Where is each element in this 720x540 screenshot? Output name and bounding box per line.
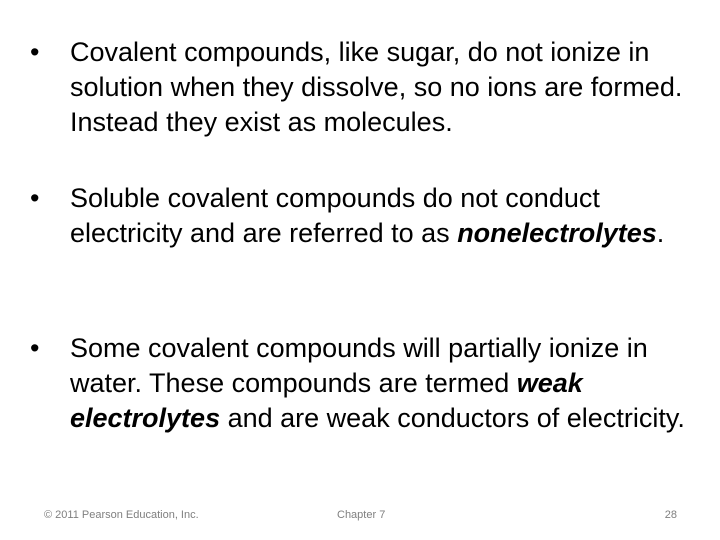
bullet-text-segment: . xyxy=(656,218,665,248)
footer-copyright: © 2011 Pearson Education, Inc. xyxy=(44,509,199,521)
bullet-marker: • xyxy=(30,333,40,363)
footer-page-number: 28 xyxy=(664,509,677,521)
bullet-text-segment: Soluble covalent compounds do not conduct electricity and are referred to as xyxy=(70,183,600,248)
bullet-marker: • xyxy=(30,183,40,213)
bullet-text xyxy=(70,181,688,251)
bullet-text-segment: Covalent compounds, like sugar, do not ionize in solution when they dissolve, so no ions are formed. Instead they exist as molecules. xyxy=(70,37,683,137)
emphasis-term: nonelectrolytes xyxy=(457,218,657,248)
bullet-item-2 xyxy=(28,181,688,251)
bullet-text-segment: Some covalent compounds will partially ionize in water. These compounds are termed xyxy=(70,333,648,398)
bullet-item-3 xyxy=(28,331,688,436)
bullet-text xyxy=(70,35,688,140)
bullet-marker: • xyxy=(30,37,40,67)
bullet-text xyxy=(70,331,688,436)
bullet-item-1 xyxy=(28,35,688,140)
bullet-text-segment: and are weak conductors of electricity. xyxy=(220,403,685,433)
emphasis-term: weak electrolytes xyxy=(70,368,583,433)
footer-chapter: Chapter 7 xyxy=(337,509,386,521)
